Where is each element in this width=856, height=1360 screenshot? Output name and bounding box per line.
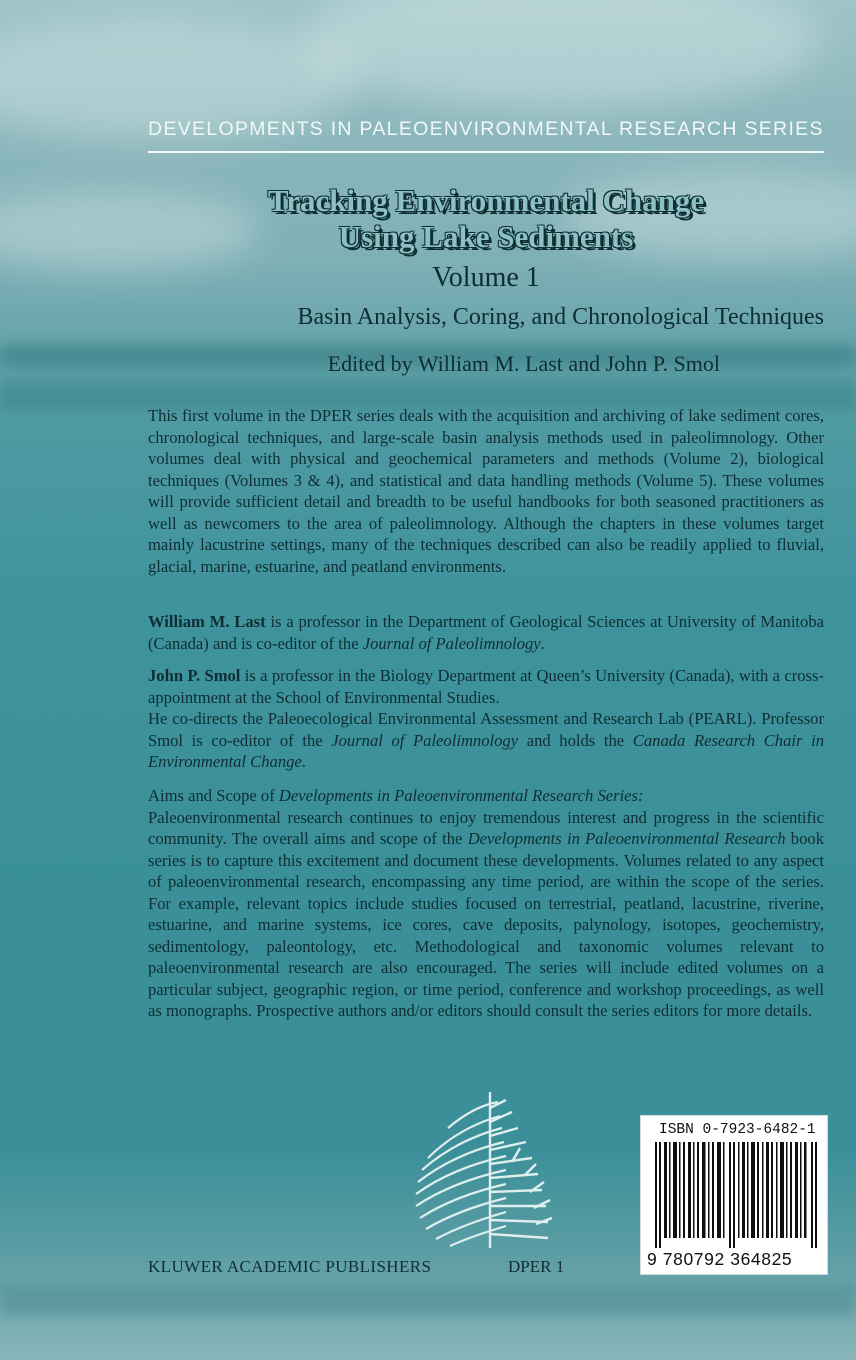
kluwer-tree-globe-icon [408, 1088, 568, 1248]
bio-last-text: is a professor in the Department of Geological Sciences at University of Manitoba (Canada) and is co-editor of the [148, 612, 824, 653]
bio-last-end: . [540, 633, 545, 653]
bio-smol [148, 665, 824, 773]
volume-label: Volume 1 [432, 262, 540, 293]
book-title-line-2: Using Lake Sediments [338, 219, 634, 254]
book-title-line-1: Tracking Environmental Change [267, 183, 705, 218]
subtitle: Basin Analysis, Coring, and Chronological Techniques [297, 304, 824, 330]
isbn-label: ISBN 0-7923-6482-1 [659, 1122, 816, 1138]
bio-smol-text-2: He co-directs the Paleoecological Environmental Assessment and Research Lab (PEARL). Professor Smol is co-editor of the [148, 709, 824, 750]
bio-smol-name: John P. Smol [148, 666, 241, 685]
editors-line: Edited by William M. Last and John P. Smol [327, 351, 720, 376]
publisher-name: KLUWER ACADEMIC PUBLISHERS [148, 1257, 432, 1276]
aims-heading-prefix: Aims and Scope of [148, 786, 279, 805]
bio-smol-text-3: and holds the [518, 730, 633, 750]
barcode-bars [655, 1142, 819, 1248]
bio-smol-chair: Canada Research Chair in Environmental Change [148, 730, 824, 771]
aims-text-2: book series is to capture this excitement and document these developments. Volumes related to any aspect of paleoenvironmental research, encompassing any time period, are within the scope of the series. For example, relevant topics include studies focused on terrestrial, peatland, lacustrine, riverine, estuarine, and marine systems, ice cores, cave deposits, palynology, isotopes, geochemistry, sedimentology, paleontology, etc. Methodological and taxonomic volumes relevant to paleoenvironmental research are also encouraged. The series will include edited volumes on a particular subject, geographic region, or time period, conference and workshop proceedings, as well as monographs. Prospective authors and/or editors should consult the series editors for more details. [148, 829, 824, 1020]
barcode-number: 9 780792 364825 [647, 1249, 793, 1269]
series-number: DPER 1 [508, 1257, 565, 1276]
bio-last-name: William M. Last [148, 612, 266, 631]
aims-and-scope [148, 785, 824, 1022]
bio-last [148, 611, 824, 654]
bio-last-journal: Journal of Paleolimnology [362, 633, 541, 653]
aims-heading-series: Developments in Paleoenvironmental Research Series: [278, 786, 644, 805]
bio-smol-journal: Journal of Paleolimnology [331, 730, 519, 750]
bio-smol-text-1: is a professor in the Biology Department at Queen’s University (Canada), with a cross-appointment at the School of Environmental Studies. [148, 666, 824, 707]
aims-text-1: Paleoenvironmental research continues to enjoy tremendous interest and progress in the scientific community. The overall aims and scope of the [148, 807, 824, 848]
bio-smol-text-4: . [301, 752, 306, 771]
series-rule [148, 151, 824, 153]
isbn-barcode [640, 1115, 828, 1275]
series-title: DEVELOPMENTS IN PALEOENVIRONMENTAL RESEARCH SERIES [148, 118, 824, 140]
aims-series-name: Developments in Paleoenvironmental Research [467, 829, 786, 848]
description-paragraph: This first volume in the DPER series deals with the acquisition and archiving of lake sediment cores, chronological techniques, and large-scale basin analysis methods used in paleolimnology. Other volumes deal with physical and geochemical parameters and methods (Volume 2), biological techniques (Volumes 3 & 4), and statistical and data handling methods (Volume 5). These volumes will provide sufficient detail and breadth to be useful handbooks for both seasoned practitioners as well as newcomers to the area of paleolimnology. Although the chapters in these volumes target mainly lacustrine settings, many of the techniques described can also be readily applied to fluvial, glacial, marine, estuarine, and peatland environments. [148, 406, 824, 576]
